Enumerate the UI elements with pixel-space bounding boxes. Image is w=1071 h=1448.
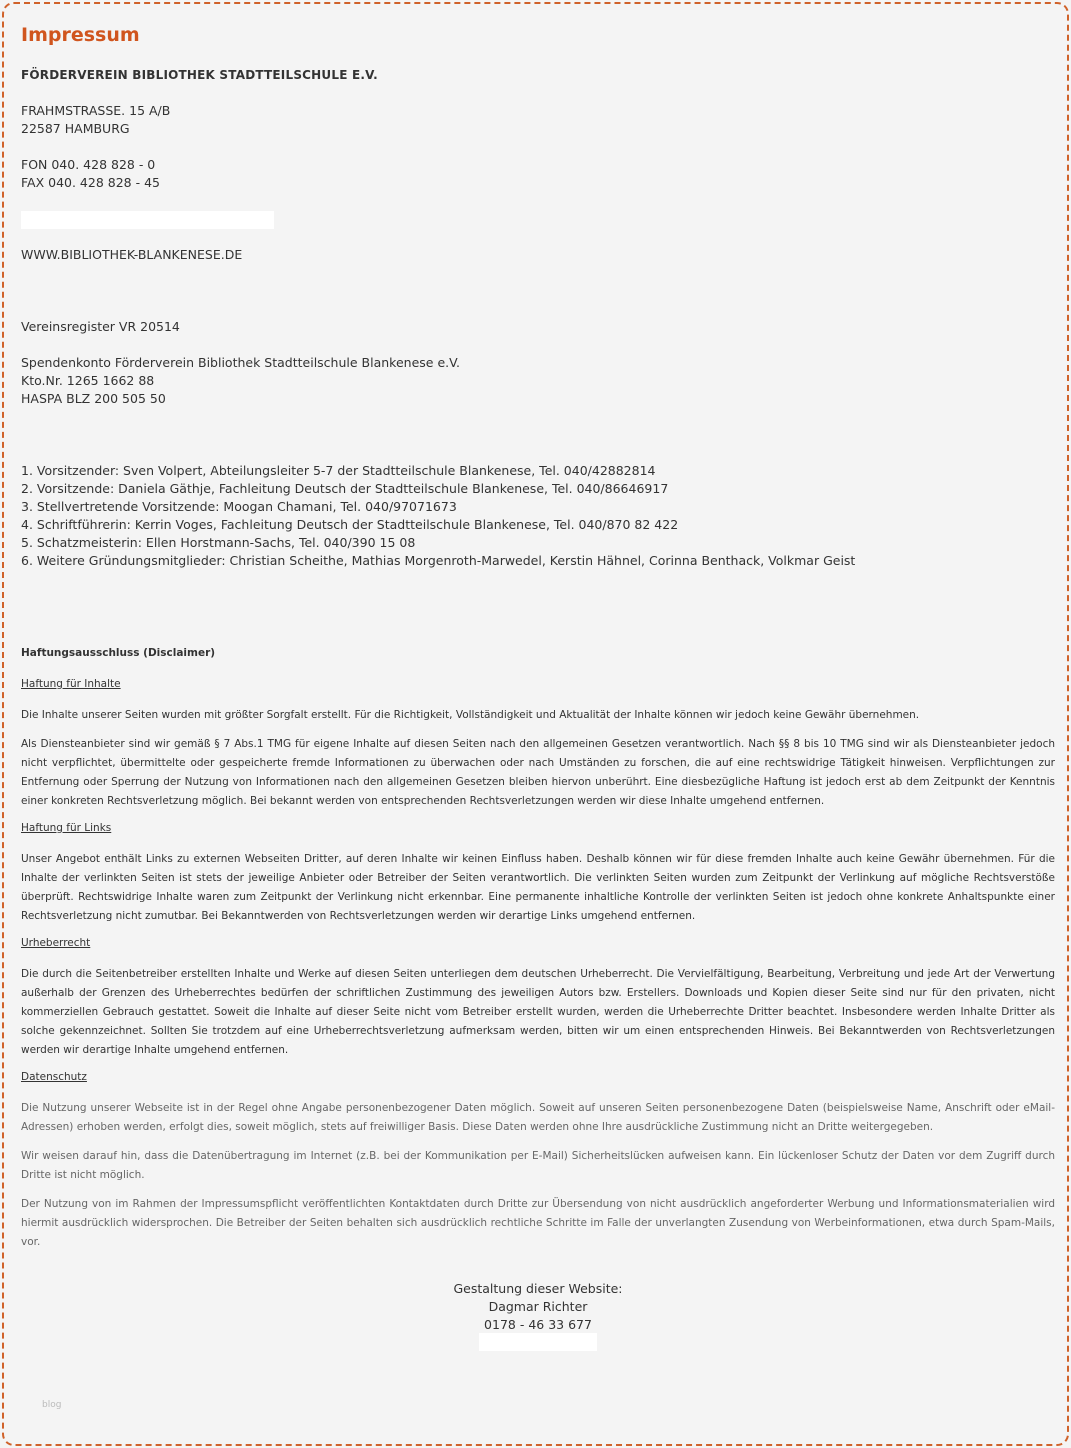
bank-line-1: Spendenkonto Förderverein Bibliothek Stadtteilschule Blankenese e.V. bbox=[21, 355, 461, 370]
bank-line-3: HASPA BLZ 200 505 50 bbox=[21, 391, 166, 406]
inhalte-paragraph-1: Die Inhalte unserer Seiten wurden mit größter Sorgfalt erstellt. Für die Richtigkeit, Vollständigkeit und Aktualität der Inhalte können wir jedoch keine Gewähr übernehmen. bbox=[21, 709, 920, 721]
board-member-3: 3. Stellvertretende Vorsitzende: Moogan Chamani, Tel. 040/97071673 bbox=[21, 499, 457, 514]
inhalte-paragraph-2: Als Diensteanbieter sind wir gemäß § 7 Abs.1 TMG für eigene Inhalte auf diesen Seiten nach den allgemeinen Gesetzen verantwortlich. Nach §§ 8 bis 10 TMG sind wir als Diensteanbieter jedoch nicht verpflichtet, übermittelte oder gespeicherte fremde Informationen zu überwachen oder nach Umständen zu forschen, die auf eine rechtswidrige Tätigkeit hinweisen. Verpflichtungen zur Entfernung oder Sperrung der Nutzung von Informationen nach den allgemeinen Gesetzen bleiben hiervon unberührt. Eine diesbezügliche Haftung ist jedoch erst ab dem Zeitpunkt der Kenntnis einer konkreten Rechtsverletzung möglich. Bei bekannt werden von entsprechenden Rechtsverletzungen werden wir diese Inhalte umgehend entfernen. bbox=[21, 738, 1055, 807]
page-title: Impressum bbox=[21, 24, 140, 46]
board-member-1: 1. Vorsitzender: Sven Volpert, Abteilungsleiter 5-7 der Stadtteilschule Blankenese, Tel. 040/42882814 bbox=[21, 463, 656, 478]
footer-blog-text: blog bbox=[42, 1400, 62, 1410]
datenschutz-paragraph-2: Wir weisen darauf hin, dass die Datenübertragung im Internet (z.B. bei der Kommunikation per E-Mail) Sicherheitslücken aufweisen kann. Ein lückenloser Schutz der Daten vor dem Zugriff durch Dritte ist nicht möglich. bbox=[21, 1150, 1055, 1181]
website-link[interactable]: WWW.BIBLIOTHEK-BLANKENESE.DE bbox=[21, 247, 243, 262]
urheber-paragraph-1: Die durch die Seitenbetreiber erstellten Inhalte und Werke auf diesen Seiten unterliegen dem deutschen Urheberrecht. Die Vervielfältigung, Bearbeitung, Verbreitung und jede Art der Verwertung außerhalb der Grenzen des Urheberrechtes bedürfen der schriftlichen Zustimmung des jeweiligen Autors bzw. Erstellers. Downloads und Kopien dieser Seite sind nur für den privaten, nicht kommerziellen Gebrauch gestattet. Soweit die Inhalte auf dieser Seite nicht vom Betreiber erstellt wurden, werden die Urheberrechte Dritter beachtet. Insbesondere werden Inhalte Dritter als solche gekennzeichnet. Sollten Sie trotzdem auf eine Urheberrechtsverletzung aufmerksam werden, bitten wir um einen entsprechenden Hinweis. Bei Bekanntwerden von Rechtsverletzungen werden wir derartige Inhalte umgehend entfernen. bbox=[21, 968, 1055, 1056]
address-street: FRAHMSTRASSE. 15 A/B bbox=[21, 103, 171, 118]
datenschutz-paragraph-1: Die Nutzung unserer Webseite ist in der Regel ohne Angabe personenbezogener Daten möglich. Soweit auf unseren Seiten personenbezogene Daten (beispielsweise Name, Anschrift oder eMail-Adressen) erhoben werden, erfolgt dies, soweit möglich, stets auf freiwilliger Basis. Diese Daten werden ohne Ihre ausdrückliche Zustimmung nicht an Dritte weitergegeben. bbox=[21, 1102, 1055, 1133]
urheber-heading: Urheberrecht bbox=[21, 937, 91, 949]
credits-label: Gestaltung dieser Website: bbox=[453, 1281, 623, 1296]
board-member-2: 2. Vorsitzende: Daniela Gäthje, Fachleitung Deutsch der Stadtteilschule Blankenese, Tel. 040/86646917 bbox=[21, 481, 669, 496]
credits-name: Dagmar Richter bbox=[488, 1299, 588, 1314]
credits-phone: 0178 - 46 33 677 bbox=[484, 1317, 592, 1332]
address-city: 22587 HAMBURG bbox=[21, 121, 130, 136]
inhalte-heading: Haftung für Inhalte bbox=[21, 678, 121, 690]
board-member-5: 5. Schatzmeisterin: Ellen Horstmann-Sachs, Tel. 040/390 15 08 bbox=[21, 535, 416, 550]
links-heading: Haftung für Links bbox=[21, 822, 112, 834]
datenschutz-heading: Datenschutz bbox=[21, 1071, 87, 1083]
redacted-email-field bbox=[21, 211, 274, 229]
org-name: FÖRDERVEREIN BIBLIOTHEK STADTTEILSCHULE E.V. bbox=[21, 68, 378, 82]
register-number: Vereinsregister VR 20514 bbox=[21, 319, 180, 334]
page-frame bbox=[2, 2, 1069, 1446]
links-paragraph-1: Unser Angebot enthält Links zu externen Webseiten Dritter, auf deren Inhalte wir keinen Einfluss haben. Deshalb können wir für diese fremden Inhalte auch keine Gewähr übernehmen. Für die Inhalte der verlinkten Seiten ist stets der jeweilige Anbieter oder Betreiber der Seiten verantwortlich. Die verlinkten Seiten wurden zum Zeitpunkt der Verlinkung auf mögliche Rechtsverstöße überprüft. Rechtswidrige Inhalte waren zum Zeitpunkt der Verlinkung nicht erkennbar. Eine permanente inhaltliche Kontrolle der verlinkten Seiten ist jedoch ohne konkrete Anhaltspunkte einer Rechtsverletzung nicht zumutbar. Bei Bekanntwerden von Rechtsverletzungen werden wir derartige Links umgehend entfernen. bbox=[21, 853, 1055, 922]
board-member-6: 6. Weitere Gründungsmitglieder: Christian Scheithe, Mathias Morgenroth-Marwedel, Kerstin Hähnel, Corinna Benthack, Volkmar Geist bbox=[21, 553, 856, 568]
redacted-credits-email bbox=[479, 1333, 597, 1351]
board-member-4: 4. Schriftführerin: Kerrin Voges, Fachleitung Deutsch der Stadtteilschule Blankenese, Tel. 040/870 82 422 bbox=[21, 517, 679, 532]
fax-number: FAX 040. 428 828 - 45 bbox=[21, 175, 160, 190]
datenschutz-paragraph-3: Der Nutzung von im Rahmen der Impressumspflicht veröffentlichten Kontaktdaten durch Dritte zur Übersendung von nicht ausdrücklich angeforderter Werbung und Informationsmaterialien wird hiermit ausdrücklich widersprochen. Die Betreiber der Seiten behalten sich ausdrücklich rechtliche Schritte im Falle der unverlangten Zusendung von Werbeinformationen, etwa durch Spam-Mails, vor. bbox=[21, 1198, 1055, 1248]
bank-line-2: Kto.Nr. 1265 1662 88 bbox=[21, 373, 155, 388]
website-credits bbox=[21, 1280, 1055, 1334]
phone-number: FON 040. 428 828 - 0 bbox=[21, 157, 156, 172]
disclaimer-heading: Haftungsausschluss (Disclaimer) bbox=[21, 647, 216, 659]
